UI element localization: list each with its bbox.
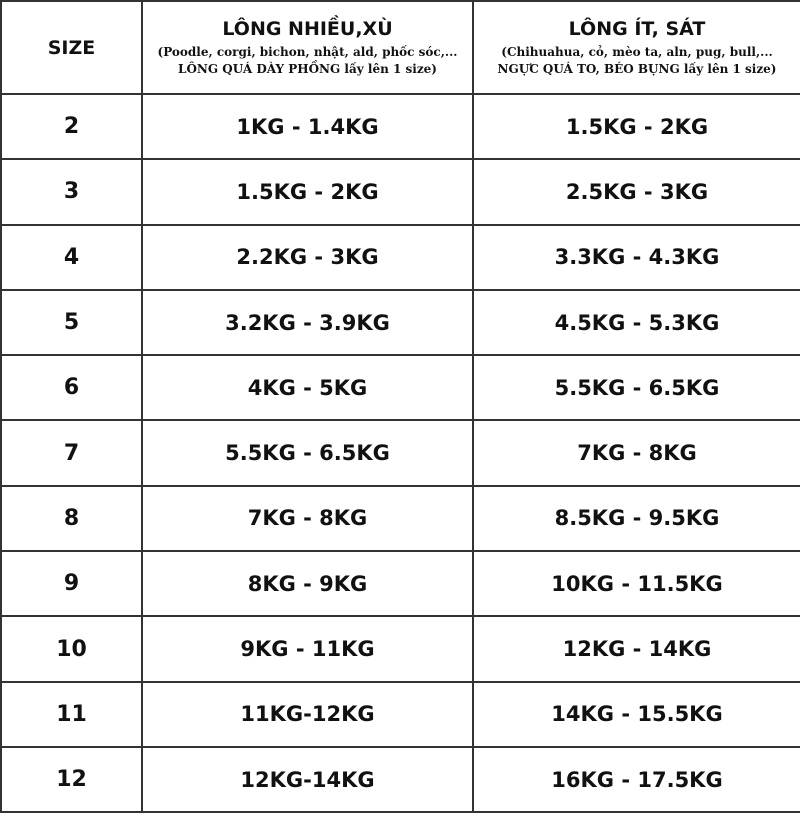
table-header-row: [1, 1, 800, 94]
table-row: [1, 225, 800, 290]
thin-fur-weight-cell: 1.5KG - 2KG: [473, 94, 800, 159]
size-cell: 11: [1, 682, 142, 747]
thin-fur-weight-cell: 2.5KG - 3KG: [473, 159, 800, 224]
size-cell: 2: [1, 94, 142, 159]
thick-fur-weight-cell: 3.2KG - 3.9KG: [142, 290, 473, 355]
thick-fur-weight-cell: 7KG - 8KG: [142, 486, 473, 551]
thick-fur-breeds: (Poodle, corgi, bichon, nhật, ald, phốc sóc,...: [157, 45, 458, 59]
thin-fur-weight-cell: 10KG - 11.5KG: [473, 551, 800, 616]
thin-fur-note: NGỰC QUÁ TO, BÉO BỤNG lấy lên 1 size): [497, 62, 777, 76]
thick-fur-weight-cell: 8KG - 9KG: [142, 551, 473, 616]
table-row: [1, 682, 800, 747]
size-cell: 8: [1, 486, 142, 551]
size-cell: 7: [1, 420, 142, 485]
size-cell: 5: [1, 290, 142, 355]
thin-fur-weight-cell: 14KG - 15.5KG: [473, 682, 800, 747]
size-cell: 9: [1, 551, 142, 616]
size-cell: 3: [1, 159, 142, 224]
thin-fur-weight-cell: 5.5KG - 6.5KG: [473, 355, 800, 420]
thick-fur-weight-cell: 2.2KG - 3KG: [142, 225, 473, 290]
table-row: [1, 486, 800, 551]
thin-fur-weight-cell: 12KG - 14KG: [473, 616, 800, 681]
size-cell: 4: [1, 225, 142, 290]
table-row: [1, 747, 800, 812]
size-chart-body: [1, 94, 800, 812]
table-row: [1, 420, 800, 485]
thin-fur-breeds: (Chihuahua, cỏ, mèo ta, aln, pug, bull,...: [501, 45, 773, 59]
thin-fur-column-header: [473, 1, 800, 94]
thick-fur-title: LÔNG NHIỀU,XÙ: [222, 18, 393, 40]
thin-fur-weight-cell: 4.5KG - 5.3KG: [473, 290, 800, 355]
thick-fur-weight-cell: 1KG - 1.4KG: [142, 94, 473, 159]
size-column-header: SIZE: [1, 1, 142, 94]
thin-fur-title: LÔNG ÍT, SÁT: [568, 18, 706, 40]
thin-fur-weight-cell: 8.5KG - 9.5KG: [473, 486, 800, 551]
thick-fur-weight-cell: 9KG - 11KG: [142, 616, 473, 681]
thick-fur-weight-cell: 4KG - 5KG: [142, 355, 473, 420]
thick-fur-weight-cell: 12KG-14KG: [142, 747, 473, 812]
table-row: [1, 616, 800, 681]
thin-fur-weight-cell: 16KG - 17.5KG: [473, 747, 800, 812]
size-cell: 10: [1, 616, 142, 681]
thin-fur-weight-cell: 7KG - 8KG: [473, 420, 800, 485]
thick-fur-weight-cell: 5.5KG - 6.5KG: [142, 420, 473, 485]
thick-fur-weight-cell: 1.5KG - 2KG: [142, 159, 473, 224]
table-row: [1, 551, 800, 616]
table-row: [1, 159, 800, 224]
table-row: [1, 94, 800, 159]
thin-fur-weight-cell: 3.3KG - 4.3KG: [473, 225, 800, 290]
thick-fur-note: LÔNG QUÁ DÀY PHỒNG lấy lên 1 size): [178, 62, 437, 76]
table-row: [1, 355, 800, 420]
table-row: [1, 290, 800, 355]
size-cell: 6: [1, 355, 142, 420]
thick-fur-weight-cell: 11KG-12KG: [142, 682, 473, 747]
thick-fur-column-header: [142, 1, 473, 94]
size-cell: 12: [1, 747, 142, 812]
